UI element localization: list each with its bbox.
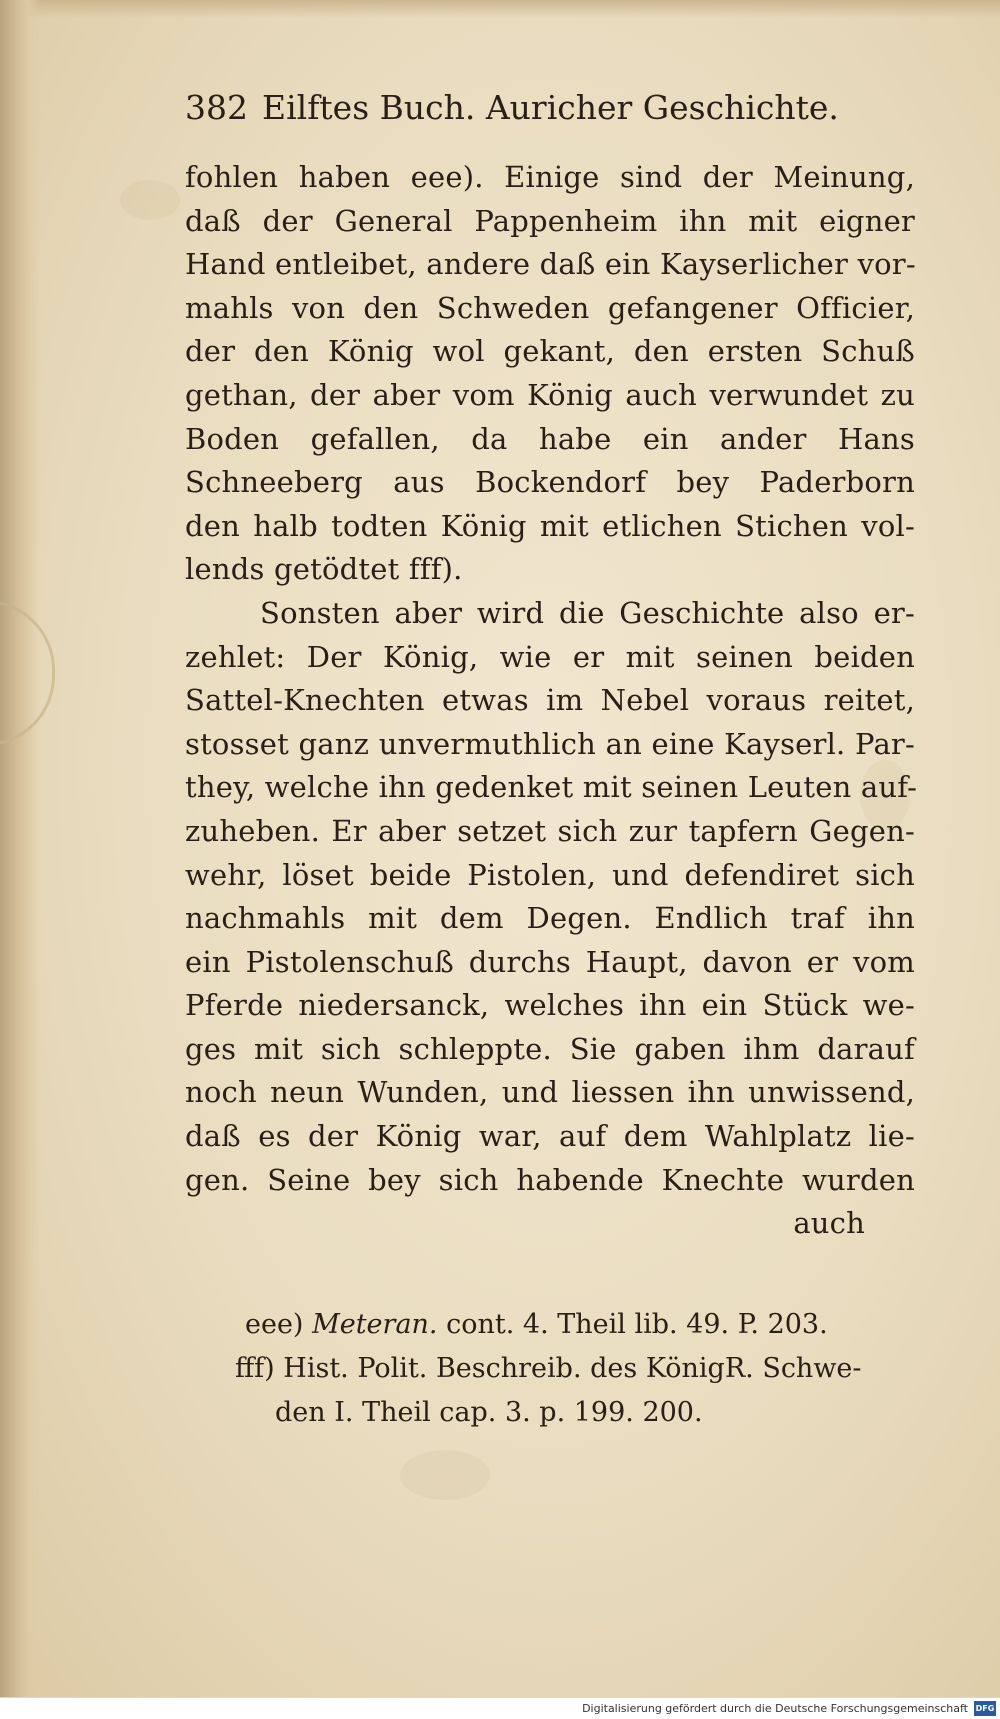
page-fold-curl [0,600,55,746]
text-line: zehlet: Der König, wie er mit seinen beiden [185,639,915,674]
footnote-source: Meteran. [312,1309,438,1340]
text-line: Sonsten aber wird die Geschichte also er- [260,595,915,630]
text-line: noch neun Wunden, und liessen ihn unwissend, [185,1075,915,1110]
text-line: stosset ganz unvermuthlich an eine Kayserl. Par- [185,726,915,761]
footnote-fff-line1: fff) Hist. Polit. Beschreib. des KönigR. Schwe- [235,1353,862,1384]
text-line: gethan, der aber vom König auch verwundet zu [185,377,915,412]
text-line: Hand entleibet, andere daß ein Kayserlicher vor- [185,247,916,282]
text-line: daß es der König war, auf dem Wahlplatz lie- [185,1119,915,1154]
text-line: Sattel-Knechten etwas im Nebel voraus reitet, [185,683,915,718]
paper-stain [120,180,180,220]
text-line: Boden gefallen, da habe ein ander Hans [185,421,915,456]
text-line: Schneeberg aus Bockendorf bey Paderborn [185,465,915,500]
book-spine-edge [0,0,40,1697]
digitization-notice: Digitalisierung gefördert durch die Deutsche Forschungsgemeinschaft [582,1702,968,1715]
footnote-mark: eee) [245,1309,304,1340]
text-line: wehr, löset beide Pistolen, und defendiret sich [185,857,915,892]
page-top-edge [0,0,1000,18]
text-line: Pferde niedersanck, welches ihn ein Stück we- [185,988,915,1023]
footnote-fff-line2: den I. Theil cap. 3. p. 199. 200. [275,1397,703,1428]
text-line: daß der General Pappenheim ihn mit eigner [185,203,915,238]
text-line: gen. Seine bey sich habende Knechte wurden [185,1162,915,1197]
running-head-title: Eilftes Buch. Auricher Geschichte. [262,88,839,127]
text-line: ein Pistolenschuß durchs Haupt, davon er vom [185,944,915,979]
text-line: mahls von den Schweden gefangener Officier, [185,290,915,325]
catchword: auch [793,1206,865,1241]
footnote-citation: cont. 4. Theil lib. 49. P. 203. [446,1309,828,1340]
paper-stain [400,1450,490,1500]
text-line: zuheben. Er aber setzet sich zur tapfern Gegen- [185,813,915,848]
dfg-logo-icon: DFG [974,1701,996,1716]
text-line: lends getödtet fff). [185,552,463,587]
text-line: nachmahls mit dem Degen. Endlich traf ihn [185,901,915,936]
running-head [185,78,915,138]
text-line: den halb todten König mit etlichen Stichen vol- [185,508,915,543]
digitization-footer [0,1697,1000,1719]
text-line: they, welche ihn gedenket mit seinen Leuten auf- [185,770,918,805]
page-number: 382 [185,88,248,127]
footnote-eee [185,1303,915,1347]
text-line: fohlen haben eee). Einige sind der Meinung, [185,160,915,194]
text-line: der den König wol gekant, den ersten Schuß [185,334,915,369]
footnotes [185,1303,915,1435]
body-text [185,156,918,1246]
text-line: ges mit sich schleppte. Sie gaben ihm darauf [185,1031,915,1066]
